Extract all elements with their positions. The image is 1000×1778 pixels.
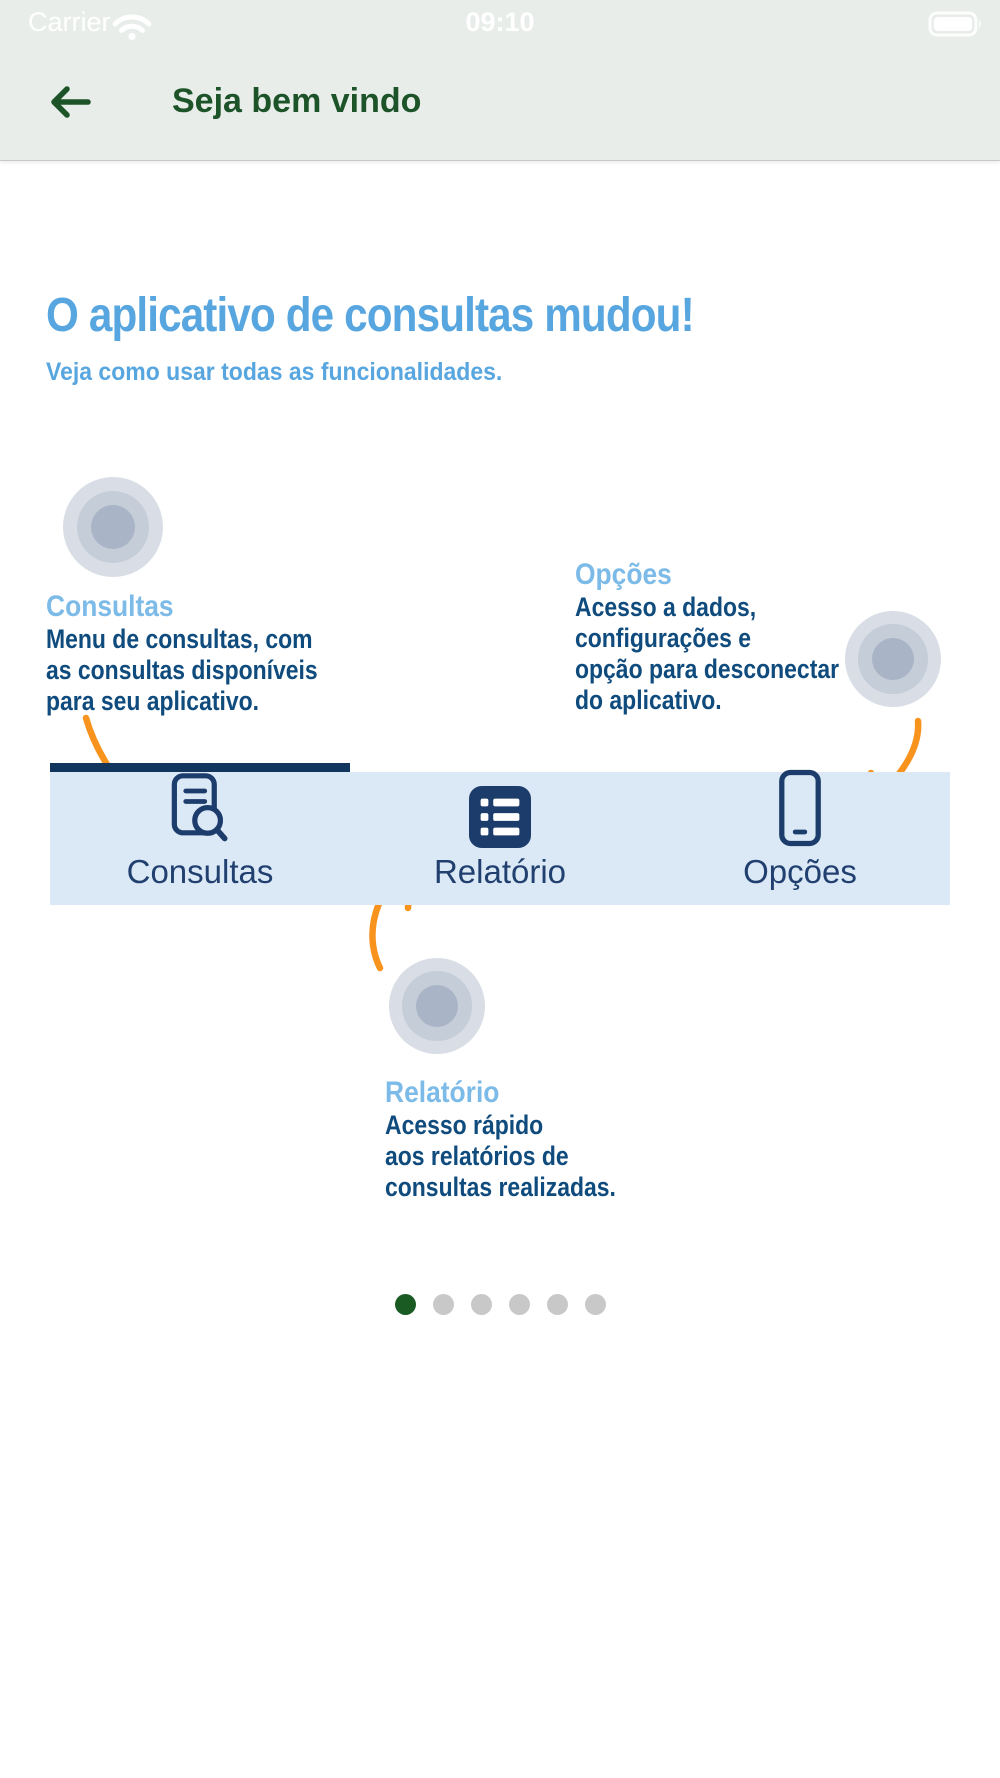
relatorio-callout-heading: Relatório — [385, 1076, 500, 1109]
tab-opcoes[interactable] — [650, 772, 950, 905]
carrier-label: Carrier — [28, 7, 111, 37]
page-dots — [0, 1294, 1000, 1315]
tab-consultas[interactable] — [50, 772, 350, 905]
intro-subtitle: Veja como usar todas as funcionalidades. — [46, 358, 503, 386]
tab-relatorio-label: Relatório — [433, 853, 567, 890]
page-dot-5[interactable] — [547, 1294, 568, 1315]
opcoes-callout-text: Acesso a dados, configurações e opção para desconectar do aplicativo. — [575, 592, 840, 715]
tab-opcoes-label: Opções — [743, 853, 857, 890]
relatorio-blob-decoration — [389, 958, 485, 1054]
smartphone-icon — [777, 768, 823, 848]
page-dot-2[interactable] — [433, 1294, 454, 1315]
tab-bar — [50, 772, 950, 905]
tab-relatorio[interactable] — [350, 772, 650, 905]
clock: 09:10 — [465, 7, 535, 37]
page-title: Seja bem vindo — [172, 82, 422, 120]
battery-icon — [928, 11, 986, 37]
active-tab-indicator — [50, 763, 350, 772]
relatorio-callout-text: Acesso rápido aos relatórios de consultas realizadas. — [385, 1110, 616, 1202]
tab-consultas-label: Consultas — [126, 853, 274, 890]
page-dot-3[interactable] — [471, 1294, 492, 1315]
opcoes-blob-decoration — [845, 611, 941, 707]
list-bullets-icon — [469, 786, 531, 848]
page-dot-6[interactable] — [585, 1294, 606, 1315]
opcoes-callout-heading: Opções — [575, 558, 672, 591]
intro-title: O aplicativo de consultas mudou! — [46, 289, 694, 342]
consultas-callout-text: Menu de consultas, com as consultas disponíveis para seu aplicativo. — [46, 624, 318, 716]
consultas-callout-heading: Consultas — [46, 590, 174, 623]
document-search-icon — [170, 772, 230, 848]
page-dot-1[interactable] — [395, 1294, 416, 1315]
back-button[interactable] — [46, 82, 92, 122]
page-dot-4[interactable] — [509, 1294, 530, 1315]
consultas-blob-decoration — [63, 477, 163, 577]
header — [0, 0, 1000, 161]
